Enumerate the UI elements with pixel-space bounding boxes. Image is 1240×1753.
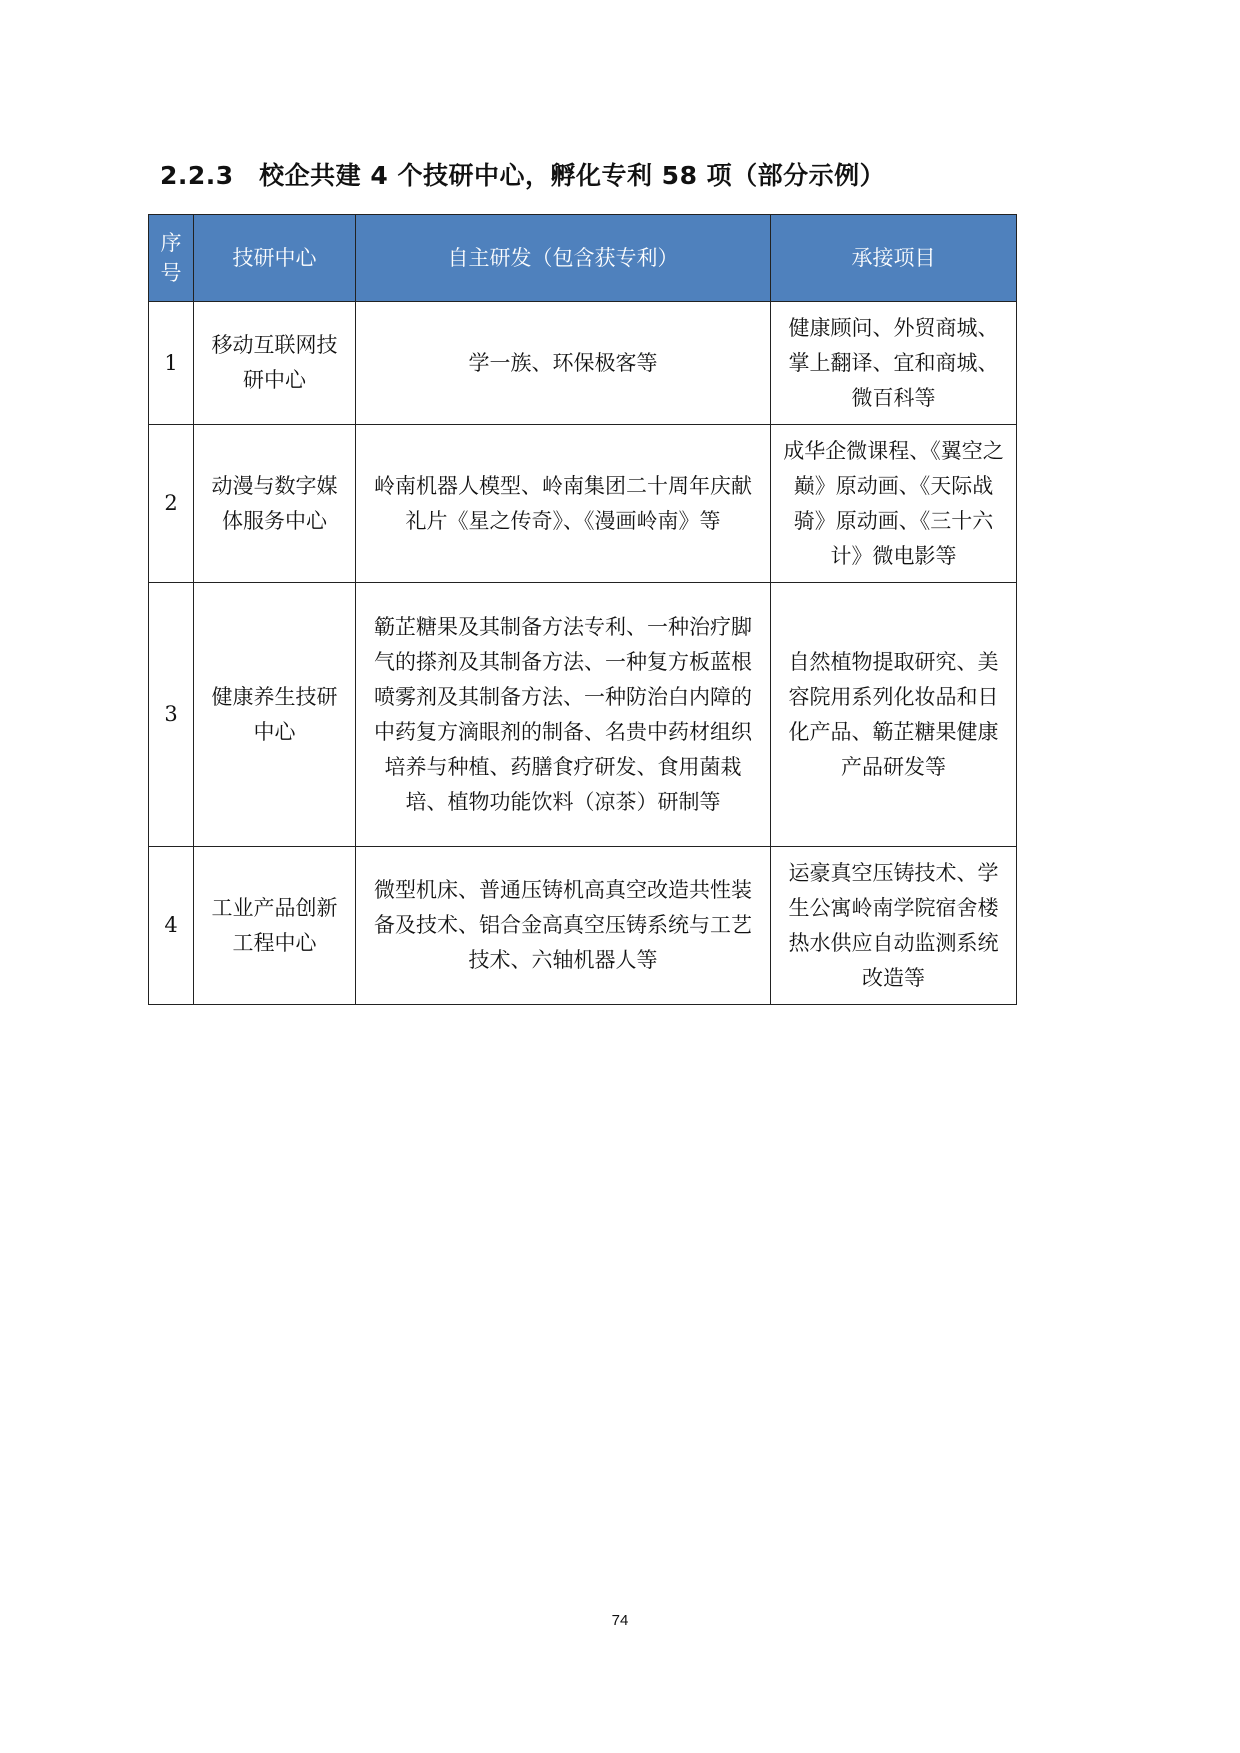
cell-no: 2	[149, 425, 194, 583]
cell-center: 健康养生技研中心	[194, 583, 356, 847]
page-number: 74	[611, 1612, 629, 1629]
cell-projects: 成华企微课程、《翼空之巅》原动画、《天际战骑》原动画、《三十六计》微电影等	[771, 425, 1017, 583]
cell-research: 岭南机器人模型、岭南集团二十周年庆献礼片《星之传奇》、《漫画岭南》等	[356, 425, 771, 583]
header-research: 自主研发（包含获专利）	[356, 215, 771, 302]
cell-no: 1	[149, 302, 194, 425]
cell-research: 簕芷糖果及其制备方法专利、一种治疗脚气的搽剂及其制备方法、一种复方板蓝根喷雾剂及其制备方法、一种防治白内障的中药复方滴眼剂的制备、名贵中药材组织培养与种植、药膳食疗研发、食用菌栽培、植物功能饮料（凉茶）研制等	[356, 583, 771, 847]
section-heading: 2.2.3 校企共建 4 个技研中心，孵化专利 58 项（部分示例）	[160, 161, 886, 190]
header-projects: 承接项目	[771, 215, 1017, 302]
cell-no: 4	[149, 847, 194, 1005]
table-row	[149, 425, 1017, 583]
cell-projects: 自然植物提取研究、美容院用系列化妆品和日化产品、簕芷糖果健康产品研发等	[771, 583, 1017, 847]
table-row	[149, 583, 1017, 847]
cell-center: 工业产品创新工程中心	[194, 847, 356, 1005]
cell-center: 移动互联网技研中心	[194, 302, 356, 425]
cell-projects: 运豪真空压铸技术、学生公寓岭南学院宿舍楼热水供应自动监测系统改造等	[771, 847, 1017, 1005]
cell-research: 微型机床、普通压铸机高真空改造共性装备及技术、铝合金高真空压铸系统与工艺技术、六轴机器人等	[356, 847, 771, 1005]
cell-projects: 健康顾问、外贸商城、掌上翻译、宜和商城、微百科等	[771, 302, 1017, 425]
header-no: 序号	[149, 215, 194, 302]
table-row	[149, 847, 1017, 1005]
table-header-row	[149, 215, 1017, 302]
table-row	[149, 302, 1017, 425]
cell-no: 3	[149, 583, 194, 847]
cell-center: 动漫与数字媒体服务中心	[194, 425, 356, 583]
tech-center-table	[148, 214, 1017, 1005]
cell-research: 学一族、环保极客等	[356, 302, 771, 425]
header-center: 技研中心	[194, 215, 356, 302]
